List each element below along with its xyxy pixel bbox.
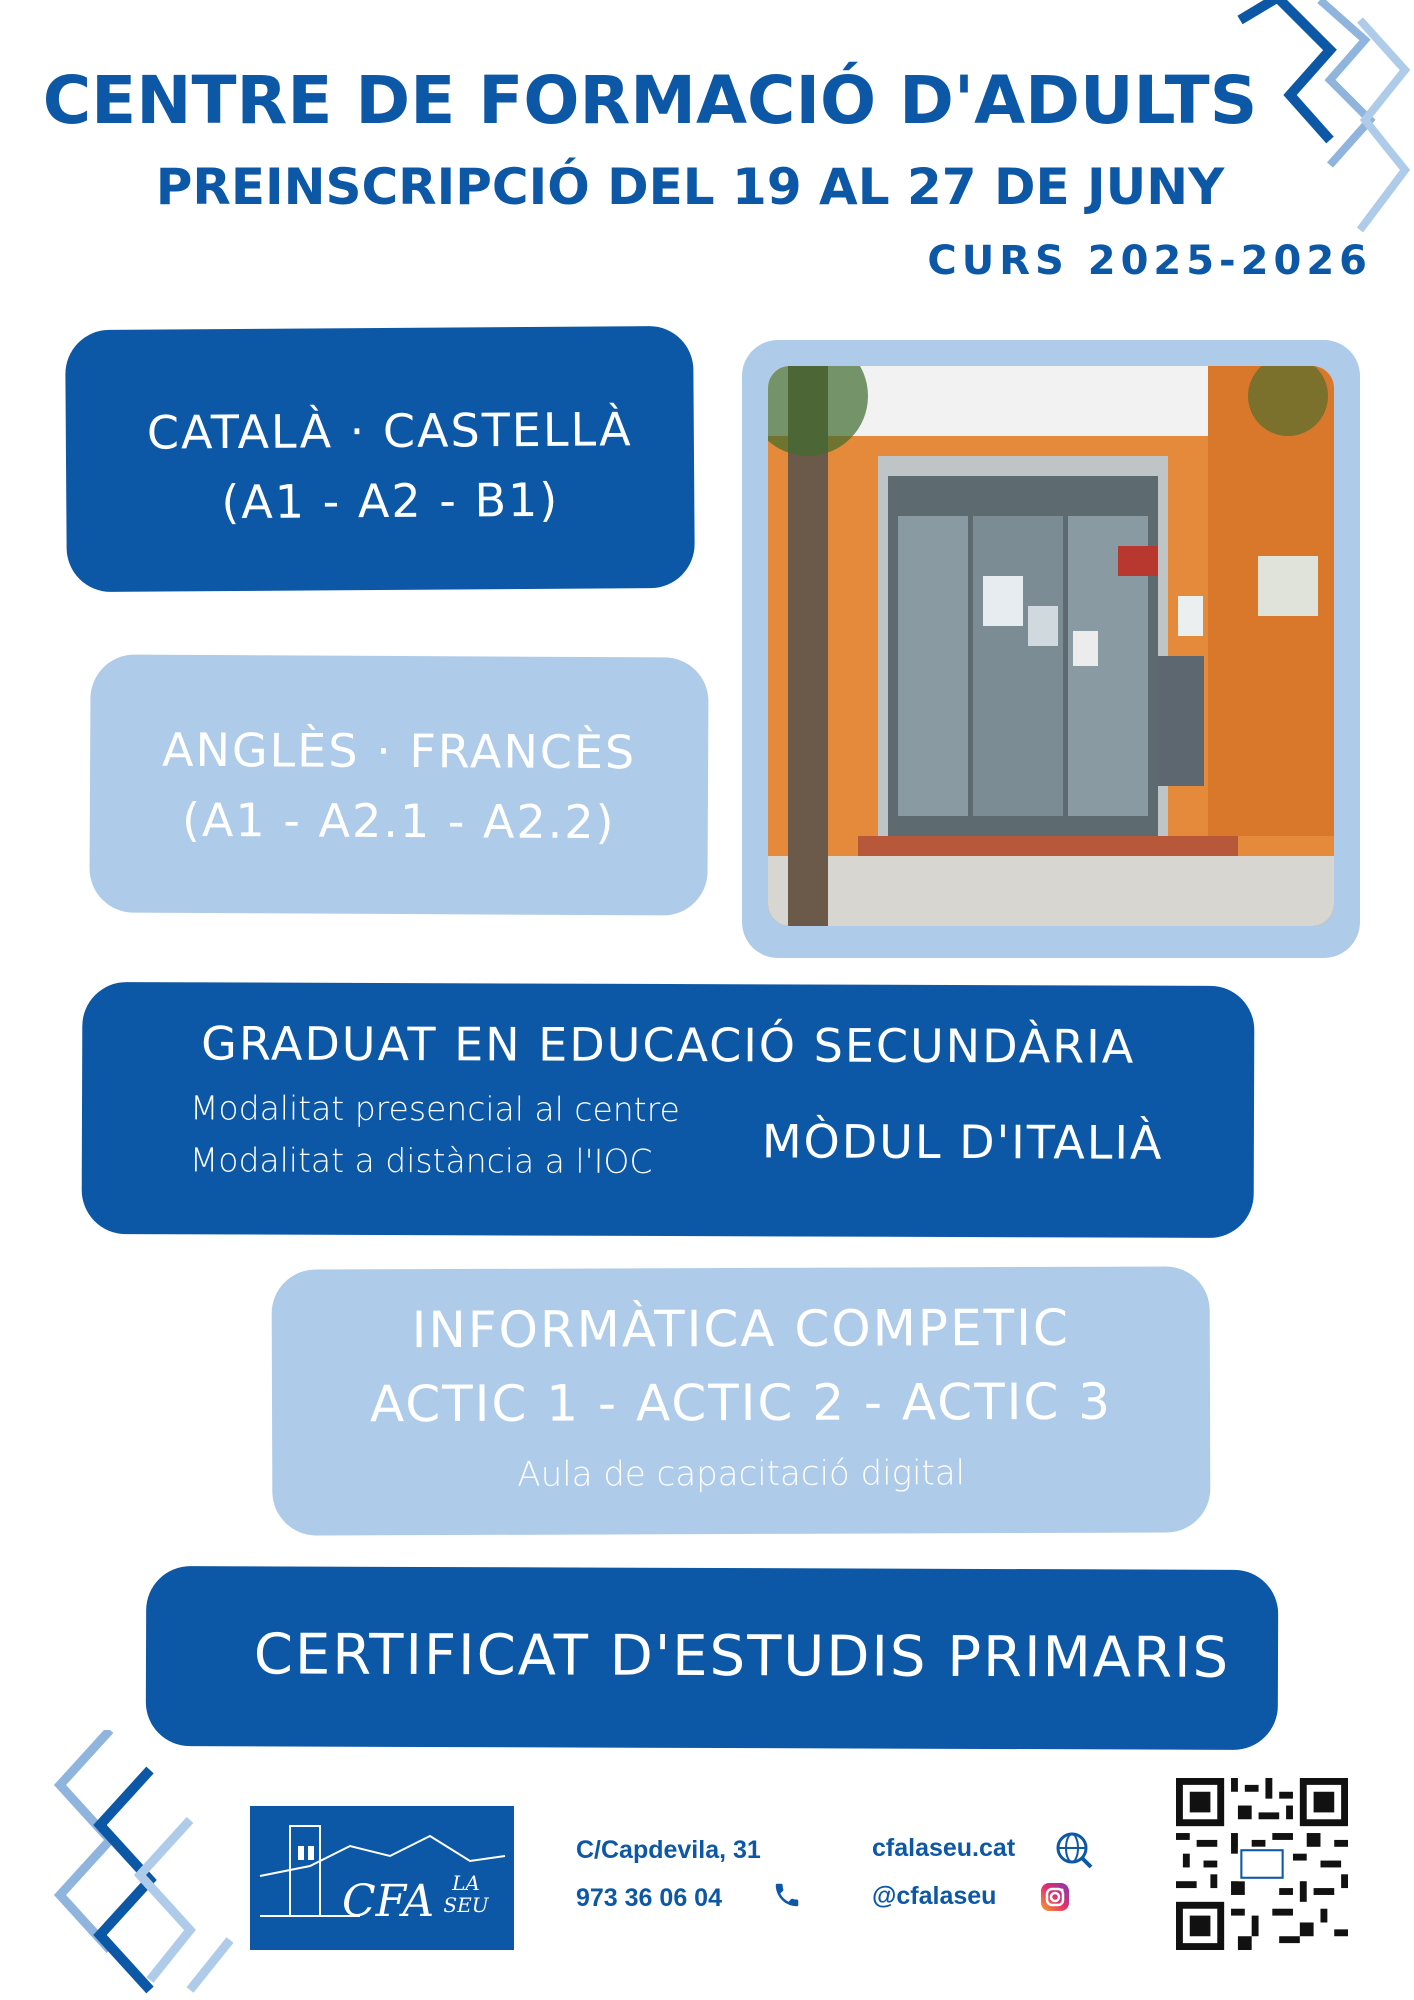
phone-icon: [772, 1878, 802, 1912]
offer-secondary-title: GRADUAT EN EDUCACIÓ SECUNDÀRIA: [201, 1016, 1136, 1074]
logo-text: CFA: [342, 1876, 435, 1927]
offer-secondary-mode-distance: Modalitat a distància a l'IOC: [189, 1140, 653, 1181]
logo-subtext: LA SEU: [443, 1871, 489, 1917]
offer-catalan-spanish: [65, 326, 695, 592]
offer-italian-module: MÒDUL D'ITALIÀ: [761, 1114, 1164, 1170]
instagram-handle[interactable]: @cfalaseu: [872, 1882, 997, 1910]
zigzag-decoration-bottom: [40, 1730, 240, 2000]
offer-primary-certificate: [146, 1566, 1279, 1750]
school-entrance-photo-frame: [742, 340, 1360, 958]
phone-number[interactable]: 973 36 06 04: [576, 1884, 722, 1912]
cfa-logo: [250, 1806, 514, 1950]
school-entrance-photo: [768, 366, 1334, 926]
offer-computing-title: INFORMÀTICA COMPETIC: [411, 1298, 1070, 1360]
offer-computing-levels: ACTIC 1 - ACTIC 2 - ACTIC 3: [369, 1372, 1113, 1434]
offer-secondary-education: [82, 982, 1255, 1238]
instagram-icon: [1040, 1882, 1070, 1912]
preregistration-dates: PREINSCRIPCIÓ DEL 19 AL 27 DE JUNY: [155, 158, 1225, 216]
offer-english-french: [89, 654, 708, 915]
globe-icon: [1054, 1830, 1094, 1870]
course-year: CURS 2025-2026: [927, 238, 1372, 284]
offer-english-french-levels: (A1 - A2.1 - A2.2): [181, 792, 616, 850]
page-title: CENTRE DE FORMACIÓ D'ADULTS: [42, 62, 1258, 139]
website-link[interactable]: cfalaseu.cat: [872, 1834, 1016, 1862]
offer-catalan-spanish-title: CATALÀ · CASTELLÀ: [146, 402, 633, 460]
offer-secondary-mode-onsite: Modalitat presencial al centre: [189, 1088, 680, 1130]
offer-english-french-title: ANGLÈS · FRANCÈS: [161, 722, 637, 780]
offer-primary-title: CERTIFICAT D'ESTUDIS PRIMARIS: [253, 1622, 1231, 1691]
offer-computing-note: Aula de capacitació digital: [517, 1453, 966, 1495]
address-text: C/Capdevila, 31: [576, 1836, 761, 1864]
entrance-illustration: [768, 366, 1334, 926]
offer-catalan-spanish-levels: (A1 - A2 - B1): [221, 472, 560, 530]
offer-computing: [272, 1266, 1211, 1535]
qr-code[interactable]: [1174, 1778, 1350, 1950]
